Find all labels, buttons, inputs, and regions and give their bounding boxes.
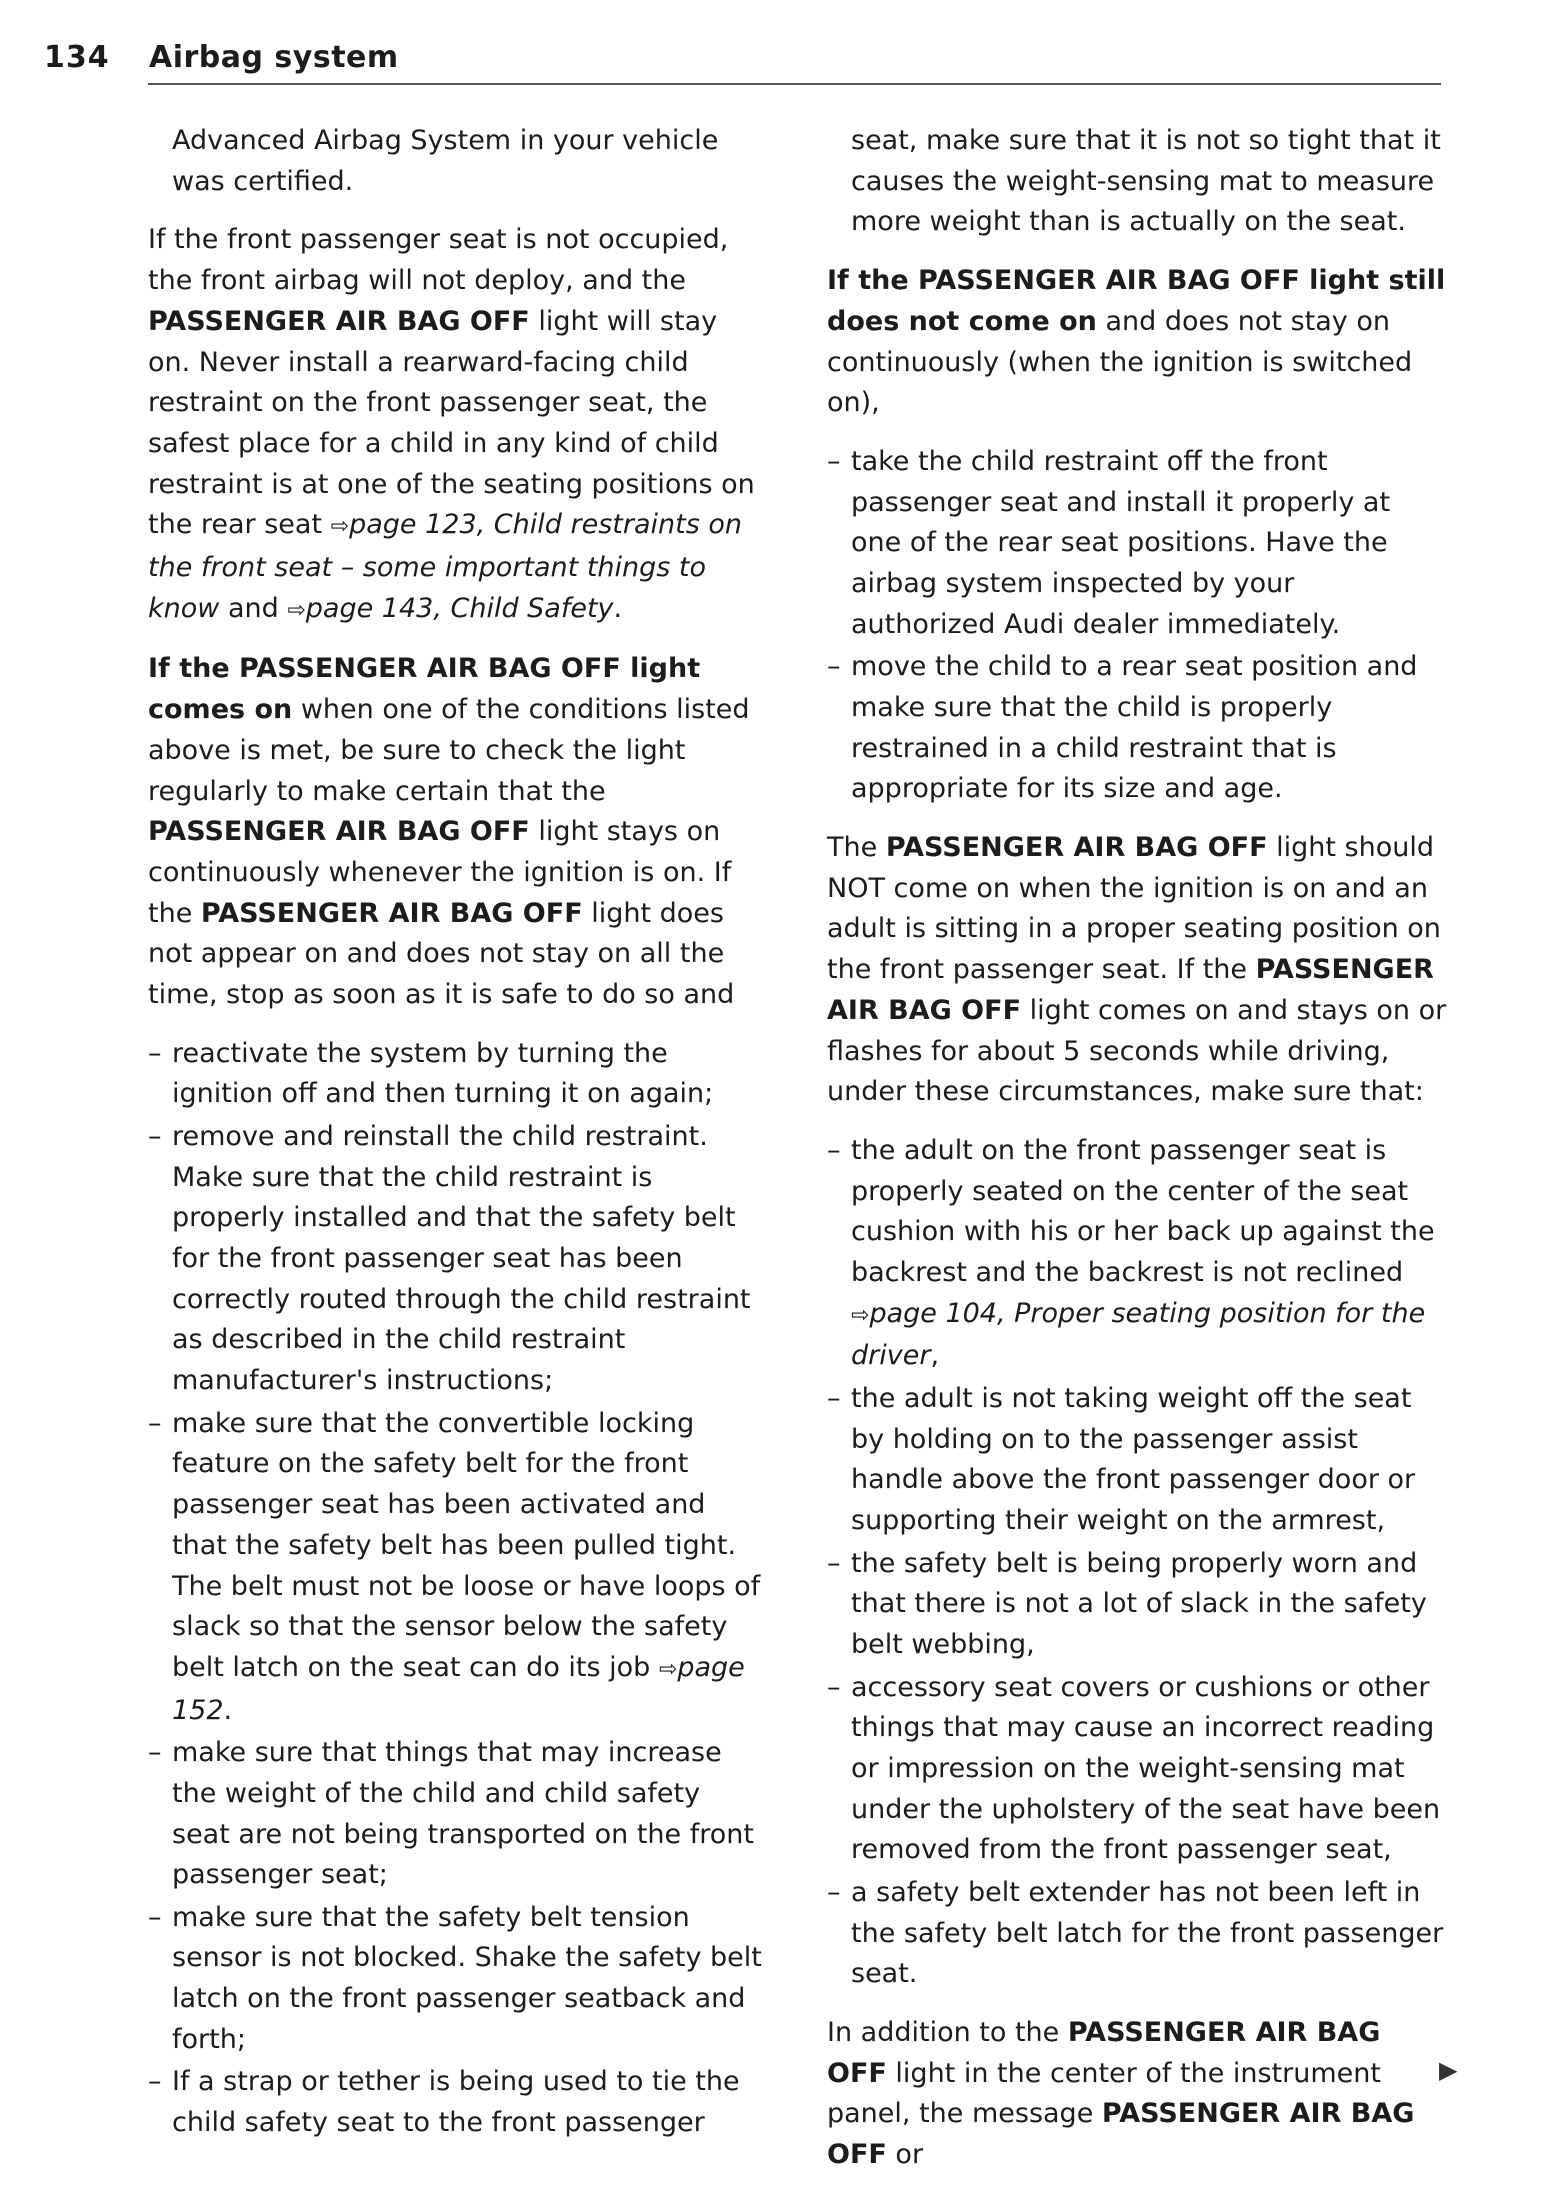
list-item: – the adult is not taking weight off the seat by holding on to the passenger assist handle above the front passenger door or supporting their weight on the armrest, xyxy=(827,1379,1447,1542)
list-item: – reactivate the system by turning the ignition off and then turning it on again; xyxy=(148,1034,763,1115)
cross-reference-link[interactable]: page 152 xyxy=(172,1651,745,1726)
paragraph-intro-continued: Advanced Airbag System in your vehicle was certified. xyxy=(172,125,719,197)
paragraph-passenger-seat-unoccupied: If the front passenger seat is not occupied, the front airbag will not deploy, and the PASSENGER AIR BAG OFF light will stay on. Never install a rearward-facing child restraint on the front passenger seat, the safest place for a child in any kind of child restraint is at one of the seating positions on the rear seat ⇨page 123, Child restraints on the front seat – some important things to know and ⇨page 143, Child Safety. xyxy=(148,224,755,624)
paragraph-light-comes-on: If the PASSENGER AIR BAG OFF light comes on when one of the conditions listed above is met, be sure to check the light regularly to make certain that the PASSENGER AIR BAG OFF light stays on continuously whenever the ignition is on. If the PASSENGER AIR BAG OFF light does not appear on and does not stay on all the time, stop as soon as it is safe to do so and xyxy=(148,653,750,1011)
list-item: – the safety belt is being properly worn and that there is not a lot of slack in the safety belt webbing, xyxy=(827,1544,1447,1666)
section-title: Airbag system xyxy=(149,40,399,75)
paragraph-adult-occupant: The PASSENGER AIR BAG OFF light should NOT come on when the ignition is on and an adult is sitting in a proper seating position on the front passenger seat. If the PASSENGER AIR BAG OFF light comes on and stays on or flashes for about 5 seconds while driving, under these circumstances, make sure that: xyxy=(827,832,1447,1108)
cross-reference-link[interactable]: page 104, Proper seating position for the driver xyxy=(851,1297,1426,1372)
list-item: – a safety belt extender has not been left in the safety belt latch for the front passenger seat. xyxy=(827,1873,1447,1995)
continue-arrow-icon: ▶ xyxy=(1439,2056,1458,2084)
list-item: – remove and reinstall the child restraint. Make sure that the child restraint is properly installed and that the safety belt for the front passenger seat has been correctly routed through the child restraint as described in the child restraint manufacturer's instructions; xyxy=(148,1117,763,1402)
bold-lead-in: If the PASSENGER AIR BAG OFF light comes on xyxy=(148,653,701,726)
cross-reference-link[interactable]: page 143, Child Safety xyxy=(305,592,614,624)
page-number: 134 xyxy=(44,40,110,75)
paragraph-instrument-message: In addition to the PASSENGER AIR BAG OFF light in the center of the instrument panel, the message PASSENGER AIR BAG OFF or xyxy=(827,2016,1415,2171)
page-ref-arrow-icon: ⇨ xyxy=(658,1656,678,1682)
list-item: – If a strap or tether is being used to tie the child safety seat to the front passenger xyxy=(148,2062,763,2143)
bold-lead-in: If the PASSENGER AIR BAG OFF light still does not come on xyxy=(827,265,1446,337)
list-item: – take the child restraint off the front passenger seat and install it properly at one of the rear seat positions. Have the airbag system inspected by your authorized Audi dealer immediately. xyxy=(827,442,1447,646)
list-item: – make sure that the safety belt tension sensor is not blocked. Shake the safety belt latch on the front passenger seatback and forth; xyxy=(148,1898,763,2061)
warning-light-name: PASSENGER AIR BAG OFF xyxy=(827,2016,1381,2089)
page-ref-arrow-icon: ⇨ xyxy=(330,514,350,540)
list-item: – move the child to a rear seat position and make sure that the child is properly restrained in a child restraint that is appropriate for its size and age. xyxy=(827,647,1447,810)
page-ref-arrow-icon: ⇨ xyxy=(851,1302,870,1328)
list-item: – accessory seat covers or cushions or other things that may cause an incorrect reading or impression on the weight-sensing mat under the upholstery of the seat have been removed from the front passenger seat, xyxy=(827,1668,1447,1872)
list-item: – make sure that things that may increase the weight of the child and child safety seat are not being transported on the front passenger seat; xyxy=(148,1733,763,1896)
warning-light-name: PASSENGER AIR BAG OFF xyxy=(827,954,1434,1026)
warning-light-name: PASSENGER AIR BAG OFF xyxy=(827,2098,1415,2171)
list-item: – make sure that the convertible locking feature on the safety belt for the front passenger seat has been activated and that the safety belt has been pulled tight. The belt must not be loose or have loops of slack so that the sensor below the safety belt latch on the seat can do its job ⇨page 152. xyxy=(148,1404,763,1732)
list-item: – the adult on the front passenger seat is properly seated on the center of the seat cushion with his or her back up against the backrest and the backrest is not reclined ⇨page 104, Proper seating position for the driver, xyxy=(827,1131,1447,1377)
warning-light-name: PASSENGER AIR BAG OFF xyxy=(200,897,583,929)
paragraph-light-still-off: If the PASSENGER AIR BAG OFF light still does not come on and does not stay on continuously (when the ignition is switched on), xyxy=(827,265,1446,419)
warning-light-name: PASSENGER AIR BAG OFF xyxy=(148,305,530,337)
action-list xyxy=(827,442,1447,810)
cross-reference-link[interactable]: page 123, Child restraints on the front seat – some important things to know xyxy=(148,509,742,624)
paragraph-continued: seat, make sure that it is not so tight that it causes the weight-sensing mat to measure more weight than is actually on the seat. xyxy=(851,125,1441,238)
page-header xyxy=(44,36,1441,86)
left-column xyxy=(148,121,763,2162)
action-list xyxy=(148,1034,763,2144)
right-column xyxy=(827,121,1447,2194)
header-divider xyxy=(148,83,1441,85)
warning-light-name: PASSENGER AIR BAG OFF xyxy=(885,832,1268,864)
page-ref-arrow-icon: ⇨ xyxy=(287,597,306,623)
warning-light-name: PASSENGER AIR BAG OFF xyxy=(148,816,530,848)
checklist xyxy=(827,1131,1447,1995)
